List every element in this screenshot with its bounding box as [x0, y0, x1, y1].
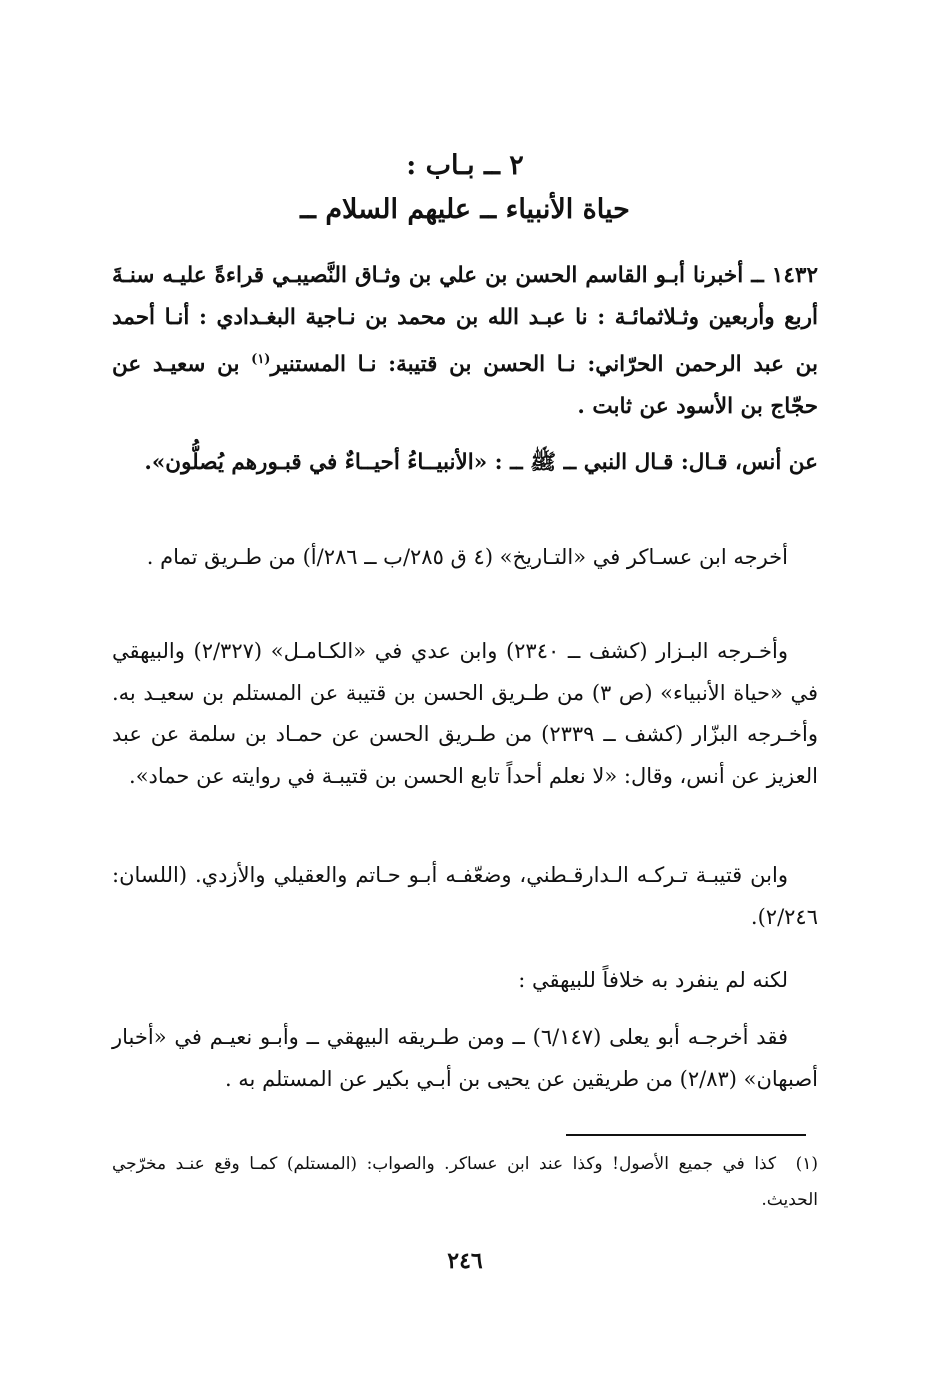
footnote-text: كذا في جميع الأصول! وكذا عند ابن عساكر. والصواب: (المستلم) كمـا وقع عنـد مخرّجي الحديث.	[112, 1154, 818, 1210]
hadith-number: ١٤٣٢ ــ	[751, 263, 818, 288]
takhrij-paragraph: أخرجه ابن عسـاكر في «التـاريخ» (٤ ق ٢٨٥/ب ــ ٢٨٦/أ) من طـريق تمام .	[146, 545, 788, 569]
page-number: ٢٤٦	[447, 1248, 483, 1274]
hadith-isnad-end: بن سعيـد عن حجّاج بن الأسود عن ثابت .	[112, 352, 818, 420]
footnote-number: (١)	[795, 1154, 818, 1174]
takhrij-paragraph: وابن قتيبـة تـركـه الـدارقـطني، وضعّفـه أبـو حـاتم والعقيلي والأزدي. (اللسان: ٢/٢٤٦).	[112, 863, 818, 929]
hadith-matn: عن أنس، قـال: قـال النبي ــ ﷺ ــ : «الأنبيــاءُ أحيــاءٌ في قبـورهم يُصلُّون».	[144, 450, 818, 475]
chapter-title: حياة الأنبياء ــ عليهم السلام ــ	[300, 194, 630, 225]
footnote-separator	[566, 1134, 806, 1136]
takhrij-paragraph: لكنه لم ينفرد به خلافاً للبيهقي :	[518, 968, 788, 992]
takhrij-paragraph: فقد أخرجـه أبو يعلى (٦/١٤٧) ــ ومن طـريقه البيهقي ــ وأبـو نعيـم في «أخبار أصبهان» (٢/٨٣) من طريقين عن يحيى بن أبـي بكير عن المستلم به .	[112, 1025, 818, 1091]
takhrij-paragraph: وأخـرجه البـزار (كشف ــ ٢٣٤٠) وابن عدي في «الكـامـل» (٢/٣٢٧) والبيهقي في «حياة الأنبياء» (ص ٣) من طـريق الحسن بن قتيبة عن المستلم بن سعيـد به. وأخـرجه البزّار (كشف ــ ٢٣٣٩) من طـريق الحسن عن حمـاد بن سلمة عن عبد العزيز عن أنس، وقال: «لا نعلم أحداً تابع الحسن بن قتيبـة في روايته عن حماد».	[112, 639, 818, 788]
chapter-number: ٢ ــ بـاب :	[406, 150, 524, 181]
footnote-reference[interactable]: (١)	[251, 352, 271, 367]
hadith-isnad-paragraph	[112, 255, 818, 428]
hadith-isnad: أخبرنا أبـو القاسم الحسن بن علي بن وثـاق النَّصيبـي قراءةً عليـه سنـةَ أربع وأربعين وثـلاثمائـة : نا عبـد الله بن محمد بن نـاجية البغـدادي : أنـا أحمد بن عبد الرحمن الحرّاني: نـا الحسن بن قتيبة: نـا المستنير	[112, 263, 818, 378]
footnote	[112, 1146, 818, 1218]
